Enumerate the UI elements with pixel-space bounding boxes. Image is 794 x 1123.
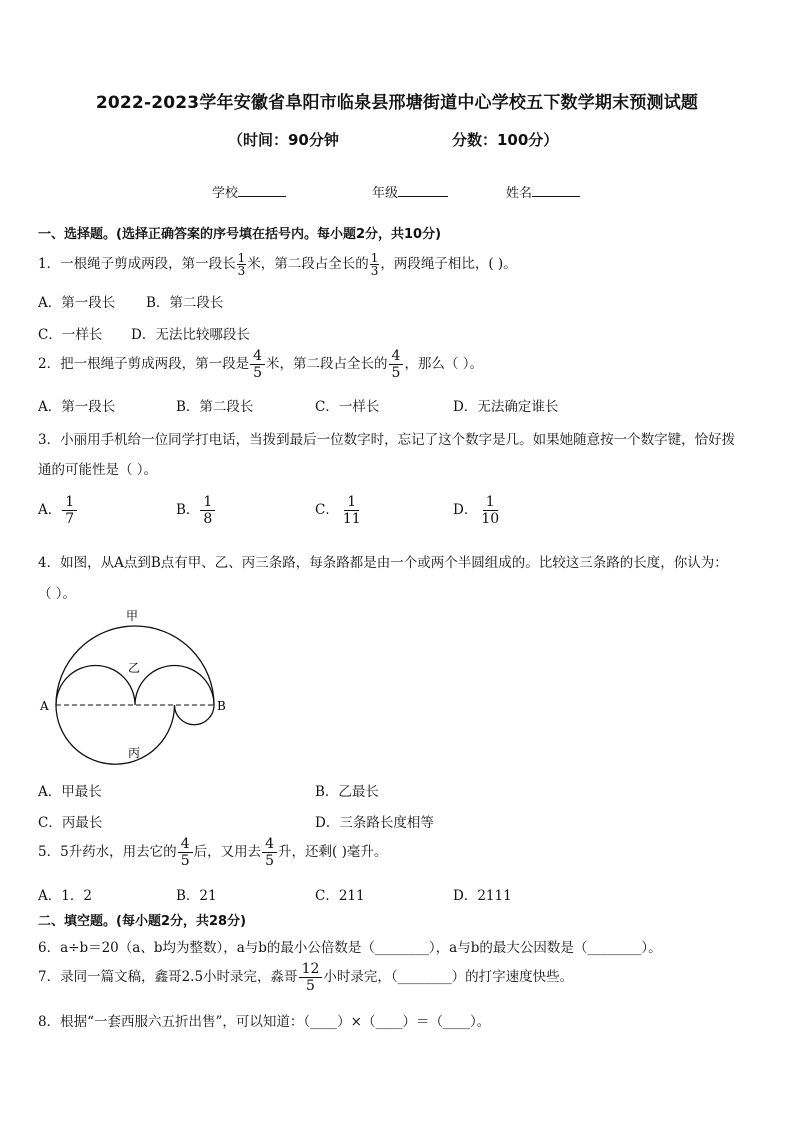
question-8: 8．根据“一套西服六五折出售”，可以知道：（____）×（____）＝（____）。: [38, 1014, 491, 1030]
point-a-label: A: [40, 699, 49, 713]
fraction: $\frac{1}{11}$: [342, 494, 361, 527]
q5-option-b[interactable]: B．21: [176, 888, 217, 904]
q3-option-b[interactable]: [176, 494, 216, 527]
page-title: 2022-2023学年安徽省阜阳市临泉县邢塘街道中心学校五下数学期末预测试题: [95, 93, 699, 113]
fraction: $\frac{1}{8}$: [200, 494, 215, 527]
exam-score: 分数：100分）: [452, 131, 559, 149]
fraction: $\frac{4}{5}$: [262, 836, 277, 869]
option-label: B．: [176, 502, 200, 518]
fraction: $\frac{1}{7}$: [62, 494, 77, 527]
q4-option-b[interactable]: B．乙最长: [315, 784, 379, 800]
fraction: $\frac{4}{5}$: [178, 836, 193, 869]
q1-text: 1．一根绳子剪成两段，第一段长: [38, 256, 236, 272]
name-blank[interactable]: [532, 196, 580, 197]
grade-label: 年级: [372, 186, 399, 201]
exam-time: （时间：90分钟: [228, 131, 339, 149]
label-jia: 甲: [126, 609, 139, 623]
q5-option-c[interactable]: C．211: [315, 888, 365, 904]
q3-option-c[interactable]: [315, 494, 365, 527]
q2-option-d[interactable]: D．无法确定谁长: [453, 399, 559, 415]
question-3-line1: 3．小丽用手机给一位同学打电话，当拨到最后一位数字时，忘记了这个数字是几。如果她随意按一个数字键，恰好拨: [38, 432, 736, 448]
label-yi: 乙: [128, 661, 141, 675]
q3-option-a[interactable]: [38, 494, 78, 527]
fraction: $\frac{1}{3}$: [370, 251, 379, 278]
question-5: [38, 836, 387, 869]
question-6: 6．a÷b＝20（a、b均为整数），a与b的最小公倍数是（________），a与b的最大公因数是（________）。: [38, 940, 662, 956]
name-label: 姓名: [506, 186, 533, 201]
question-2: [38, 348, 483, 381]
fraction: $\frac{1}{10}$: [481, 494, 500, 527]
school-label: 学校: [212, 186, 239, 201]
option-label: C．: [315, 502, 339, 518]
q7-text: 小时录完，（________）的打字速度快些。: [323, 969, 574, 985]
school-blank[interactable]: [238, 196, 286, 197]
option-label: D．: [453, 502, 478, 518]
q2-option-c[interactable]: C．一样长: [315, 399, 380, 415]
q1-text: ，两段绳子相比，( )。: [380, 256, 517, 272]
section-heading: 一、选择题。(选择正确答案的序号填在括号内。每小题2分，共10分): [38, 227, 442, 242]
question-7: [38, 961, 573, 994]
q1-text: 米，第二段占全长的: [247, 256, 369, 272]
q5-text: 5．5升药水，用去它的: [38, 844, 177, 860]
q2-text: 2．把一根绳子剪成两段，第一段是: [38, 356, 250, 372]
q5-option-a[interactable]: A．1．2: [38, 888, 92, 904]
q2-option-a[interactable]: A．第一段长: [38, 399, 116, 415]
q1-option-a[interactable]: A．第一段长: [38, 295, 116, 311]
fraction: $\frac{4}{5}$: [389, 348, 404, 381]
fraction: $\frac{4}{5}$: [250, 348, 265, 381]
question-4-line2: （ ）。: [38, 586, 77, 602]
grade-field: [372, 182, 448, 201]
option-label: A．: [38, 502, 62, 518]
q1-option-c[interactable]: C．一样长: [38, 327, 103, 343]
question-4-line1: 4．如图，从A点到B点有甲、乙、丙三条路，每条路都是由一个或两个半圆组成的。比较这三条路的长度，你认为：: [38, 555, 728, 571]
q2-text: 米，第二段占全长的: [266, 356, 388, 372]
fraction: $\frac{12}{5}$: [299, 961, 323, 994]
q2-text: ，那么（ ）。: [404, 356, 483, 372]
q1-option-d[interactable]: D．无法比较哪段长: [131, 327, 250, 343]
q5-option-d[interactable]: D．2111: [453, 888, 512, 904]
q4-option-a[interactable]: A．甲最长: [38, 784, 102, 800]
point-b-label: B: [217, 699, 226, 713]
q1-option-b[interactable]: B．第二段长: [146, 295, 224, 311]
q7-text: 7．录同一篇文稿，鑫哥2.5小时录完，淼哥: [38, 969, 298, 985]
label-bing: 丙: [128, 746, 141, 760]
name-field: [506, 182, 580, 201]
fraction: $\frac{1}{3}$: [237, 251, 246, 278]
q4-option-d[interactable]: D．三条路长度相等: [315, 815, 434, 831]
question-1: [38, 252, 517, 277]
q5-text: 后，又用去: [193, 844, 262, 860]
three-paths-figure: [36, 605, 236, 767]
section-heading: 二、填空题。(每小题2分，共28分): [38, 914, 247, 929]
q5-text: 升，还剩( )毫升。: [278, 844, 388, 860]
q4-option-c[interactable]: C．丙最长: [38, 815, 103, 831]
question-3-line2: 通的可能性是（ ）。: [38, 462, 158, 478]
q2-option-b[interactable]: B．第二段长: [176, 399, 254, 415]
grade-blank[interactable]: [398, 196, 448, 197]
q3-option-d[interactable]: [453, 494, 503, 527]
school-field: [212, 182, 286, 201]
